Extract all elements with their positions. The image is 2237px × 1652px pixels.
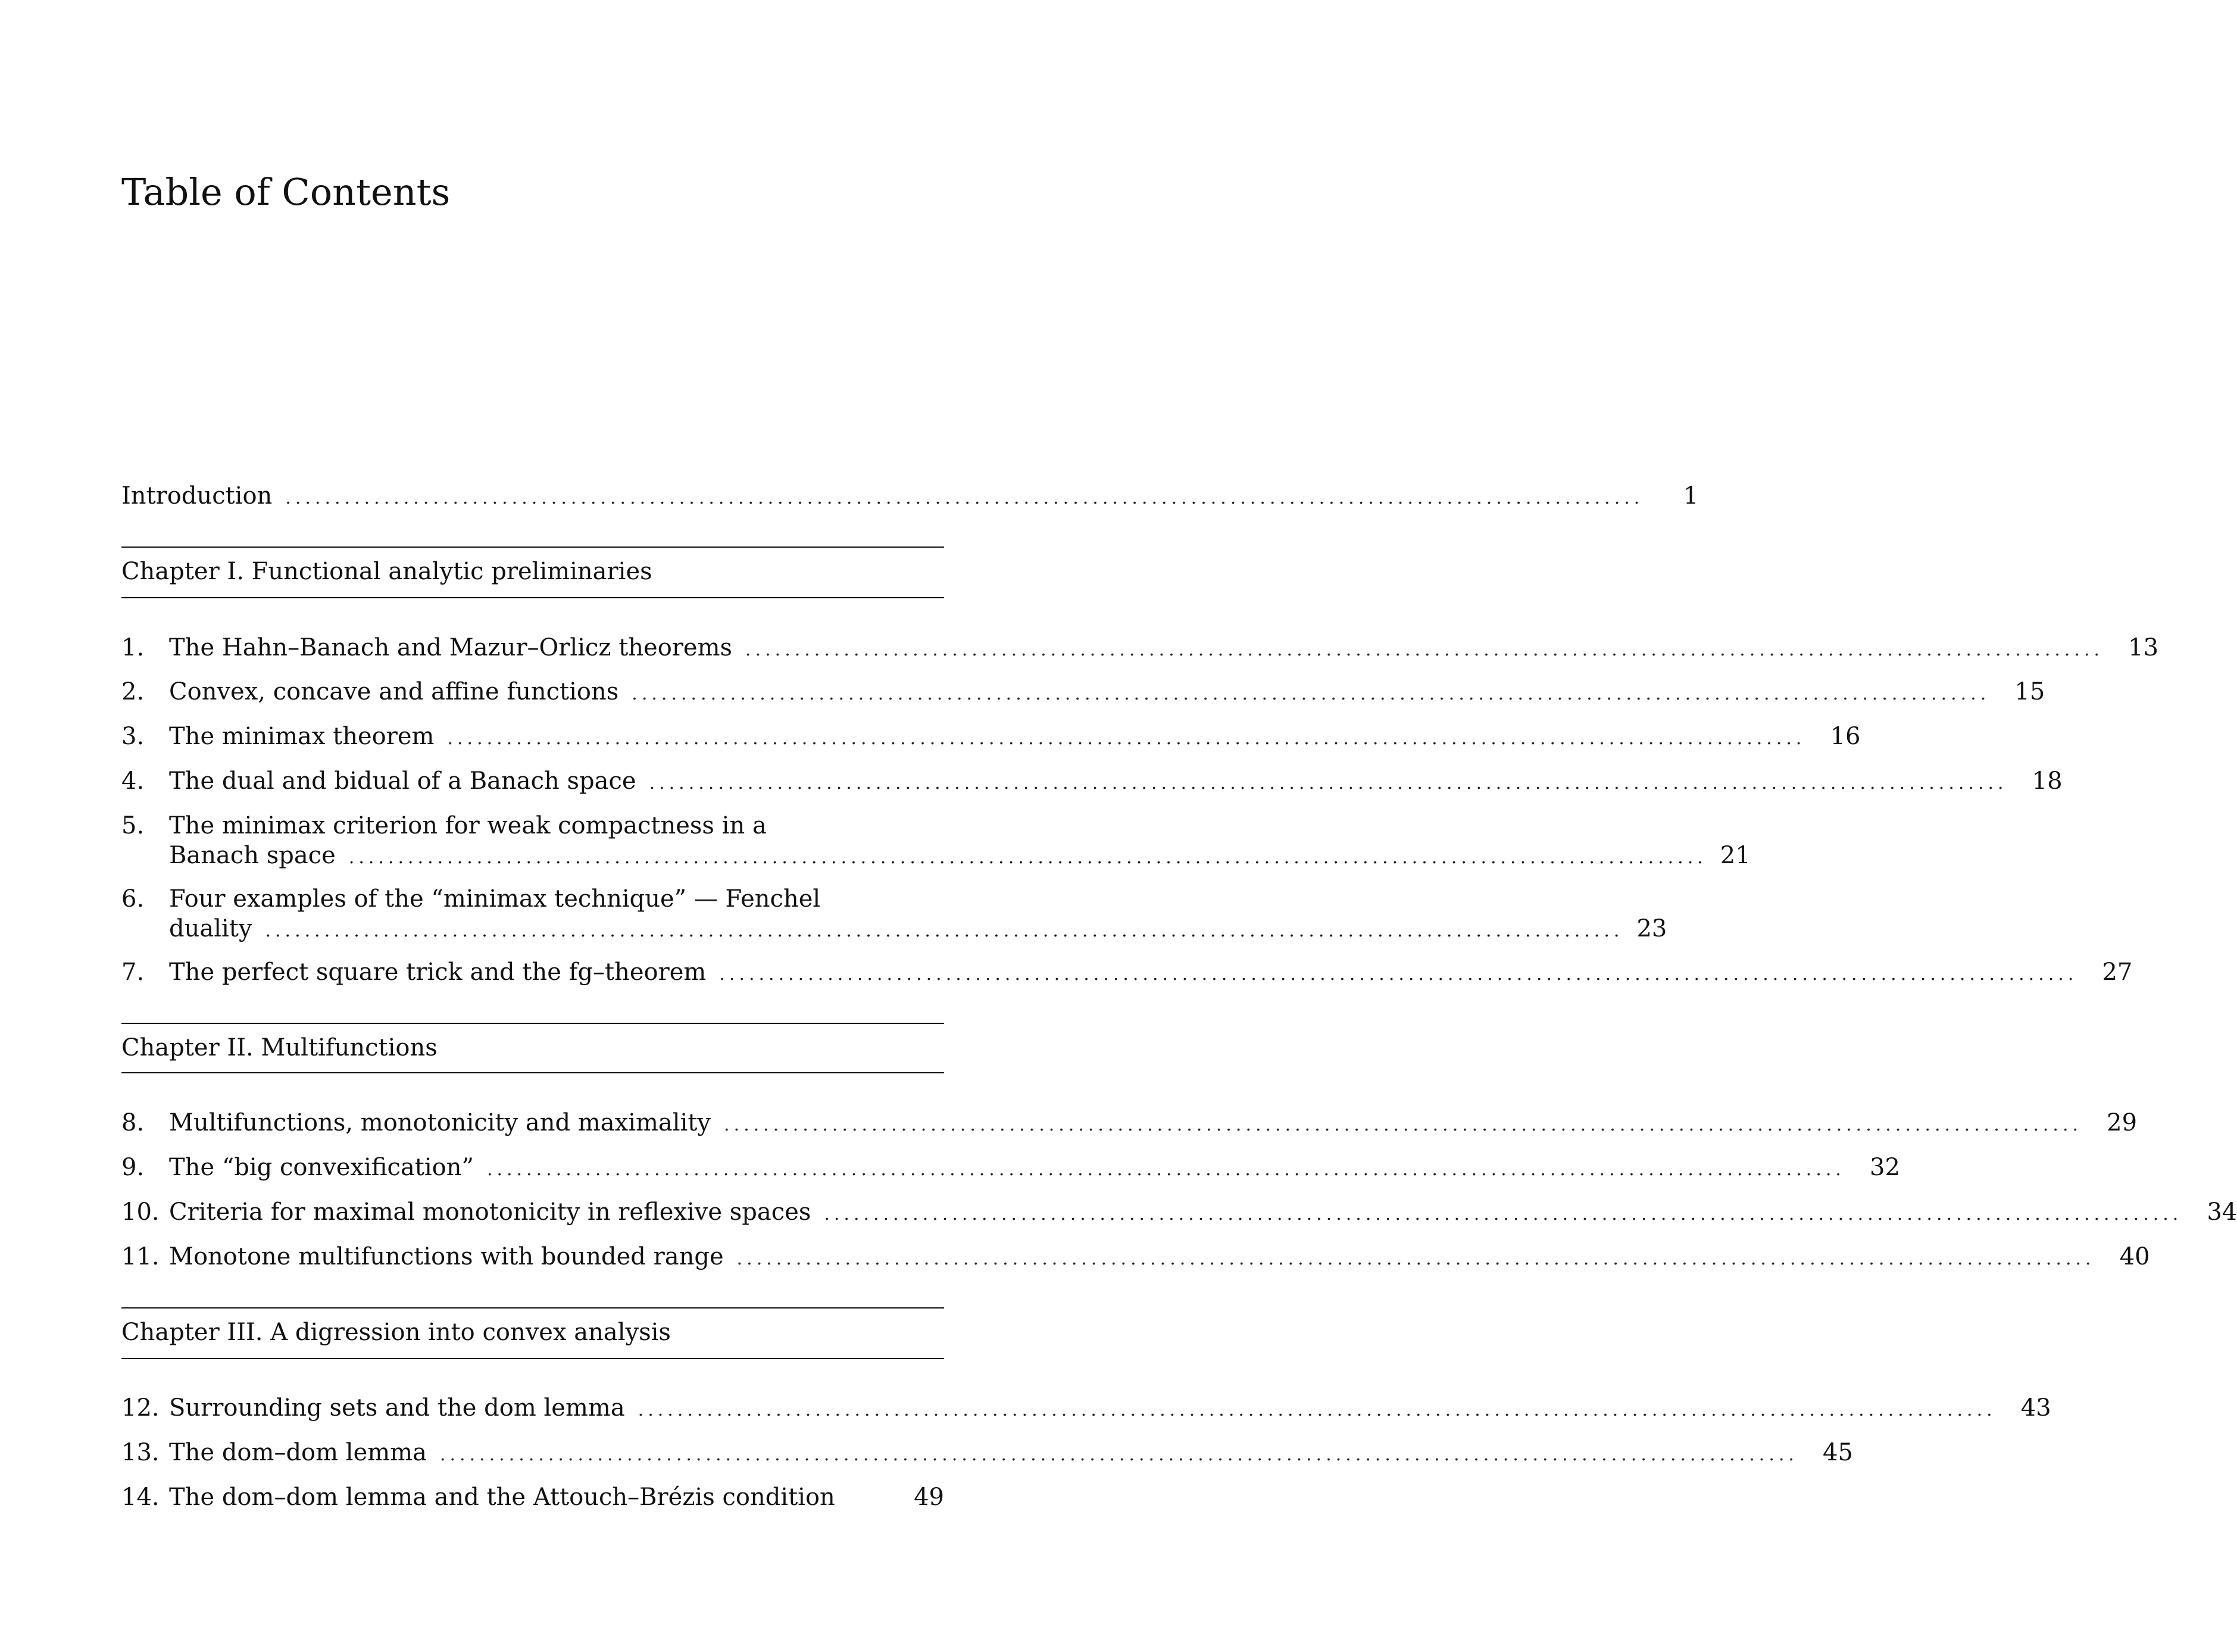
page-title: Table of Contents — [121, 170, 451, 214]
entry-title: Monotone multifunctions with bounded range — [169, 1243, 724, 1270]
divider — [121, 597, 944, 598]
divider — [121, 546, 944, 548]
entry-title: The “big convexification” — [169, 1154, 474, 1181]
page-number: 18 — [2032, 767, 2063, 795]
toc-entry[interactable] — [121, 1438, 1853, 1470]
page-number: 49 — [914, 1484, 944, 1511]
toc-entry[interactable] — [121, 1393, 2051, 1425]
dot-leader: .......................................................................................................................................... — [285, 488, 1644, 508]
chapter-heading: Chapter III. A digression into convex analysis — [121, 1319, 671, 1346]
entry-title: Surrounding sets and the dom lemma — [169, 1394, 625, 1422]
section-number: 12. — [121, 1394, 160, 1422]
entry-title: The dom–dom lemma and the Attouch–Brézis condition — [169, 1484, 835, 1511]
toc-entry[interactable] — [121, 1153, 1900, 1185]
page-number: 1 — [1683, 482, 1699, 510]
page-number: 45 — [1823, 1439, 1853, 1466]
entry-title-line1: Four examples of the “minimax technique” — Fenchel — [169, 885, 821, 913]
section-number: 10. — [121, 1198, 160, 1226]
section-number: 8. — [121, 1109, 145, 1136]
entry-title: The minimax theorem — [169, 723, 435, 750]
section-number: 2. — [121, 678, 145, 705]
toc-entry[interactable] — [121, 957, 2133, 989]
page-number: 29 — [2107, 1109, 2138, 1136]
dot-leader: .......................................................................................................................................... — [447, 728, 1806, 749]
dot-leader: .......................................................................................................................................... — [824, 1204, 2183, 1225]
page-number: 27 — [2102, 958, 2133, 986]
section-number: 6. — [121, 885, 145, 913]
page-number: 23 — [1636, 915, 1667, 942]
entry-title: Convex, concave and affine functions — [169, 678, 619, 705]
chapter-heading: Chapter II. Multifunctions — [121, 1034, 438, 1061]
entry-title-line2: duality — [169, 915, 252, 942]
section-number: 7. — [121, 958, 145, 986]
dot-leader: .......................................................................................................................................... — [745, 639, 2104, 660]
divider — [121, 1358, 944, 1359]
section-number: 4. — [121, 767, 145, 795]
entry-title-line1: The minimax criterion for weak compactness in a — [169, 812, 767, 839]
page-number: 43 — [2020, 1394, 2051, 1422]
divider — [121, 1023, 944, 1024]
dot-leader: .......................................................................................................................................... — [649, 773, 2008, 794]
dot-leader: .......................................................................................................................................... — [724, 1114, 2083, 1135]
toc-entry[interactable] — [121, 766, 2063, 798]
entry-title: The dual and bidual of a Banach space — [169, 767, 636, 795]
entry-title: The Hahn–Banach and Mazur–Orlicz theorems — [169, 634, 733, 661]
entry-title: Introduction — [121, 482, 273, 510]
toc-entry[interactable] — [121, 1108, 2138, 1140]
dot-leader: .......................................................................................................................................... — [486, 1159, 1845, 1180]
toc-entry[interactable] — [121, 677, 2045, 709]
entry-title: Multifunctions, monotonicity and maximality — [169, 1109, 711, 1136]
toc-entry[interactable] — [121, 633, 2159, 665]
dot-leader: .......................................................................................................................................... — [265, 920, 1624, 941]
section-number: 3. — [121, 723, 145, 750]
entry-title-line2: Banach space — [169, 842, 336, 869]
page-number: 16 — [1830, 723, 1861, 750]
section-number: 11. — [121, 1243, 160, 1270]
entry-title: The dom–dom lemma — [169, 1439, 427, 1466]
divider — [121, 1072, 944, 1073]
toc-entry[interactable] — [121, 1242, 2150, 1274]
page-number: 32 — [1870, 1154, 1900, 1181]
toc-entry[interactable] — [121, 1197, 2237, 1229]
section-number: 1. — [121, 634, 145, 661]
entry-title: The perfect square trick and the fg–theorem — [169, 958, 707, 986]
dot-leader: .......................................................................................................................................... — [632, 683, 1991, 704]
dot-leader: .......................................................................................................................................... — [638, 1400, 1997, 1420]
section-number: 14. — [121, 1484, 160, 1511]
page-number: 13 — [2128, 634, 2159, 661]
toc-entry[interactable] — [121, 722, 1861, 754]
page-number: 40 — [2119, 1243, 2150, 1270]
divider — [121, 1307, 944, 1309]
page-number: 34 — [2207, 1198, 2237, 1226]
page-number: 21 — [1720, 842, 1751, 869]
dot-leader: .......................................................................................................................................... — [348, 847, 1707, 868]
entry-title: Criteria for maximal monotonicity in reflexive spaces — [169, 1198, 811, 1226]
chapter-heading: Chapter I. Functional analytic preliminaries — [121, 558, 652, 585]
dot-leader: .......................................................................................................................................... — [439, 1444, 1798, 1465]
toc-entry-introduction[interactable] — [121, 481, 1699, 513]
section-number: 5. — [121, 812, 145, 839]
dot-leader: .......................................................................................................................................... — [736, 1248, 2095, 1269]
dot-leader: .......................................................................................................................................... — [719, 964, 2078, 985]
page-number: 15 — [2014, 678, 2045, 705]
toc-entry[interactable] — [121, 1482, 944, 1514]
section-number: 13. — [121, 1439, 160, 1466]
section-number: 9. — [121, 1154, 145, 1181]
